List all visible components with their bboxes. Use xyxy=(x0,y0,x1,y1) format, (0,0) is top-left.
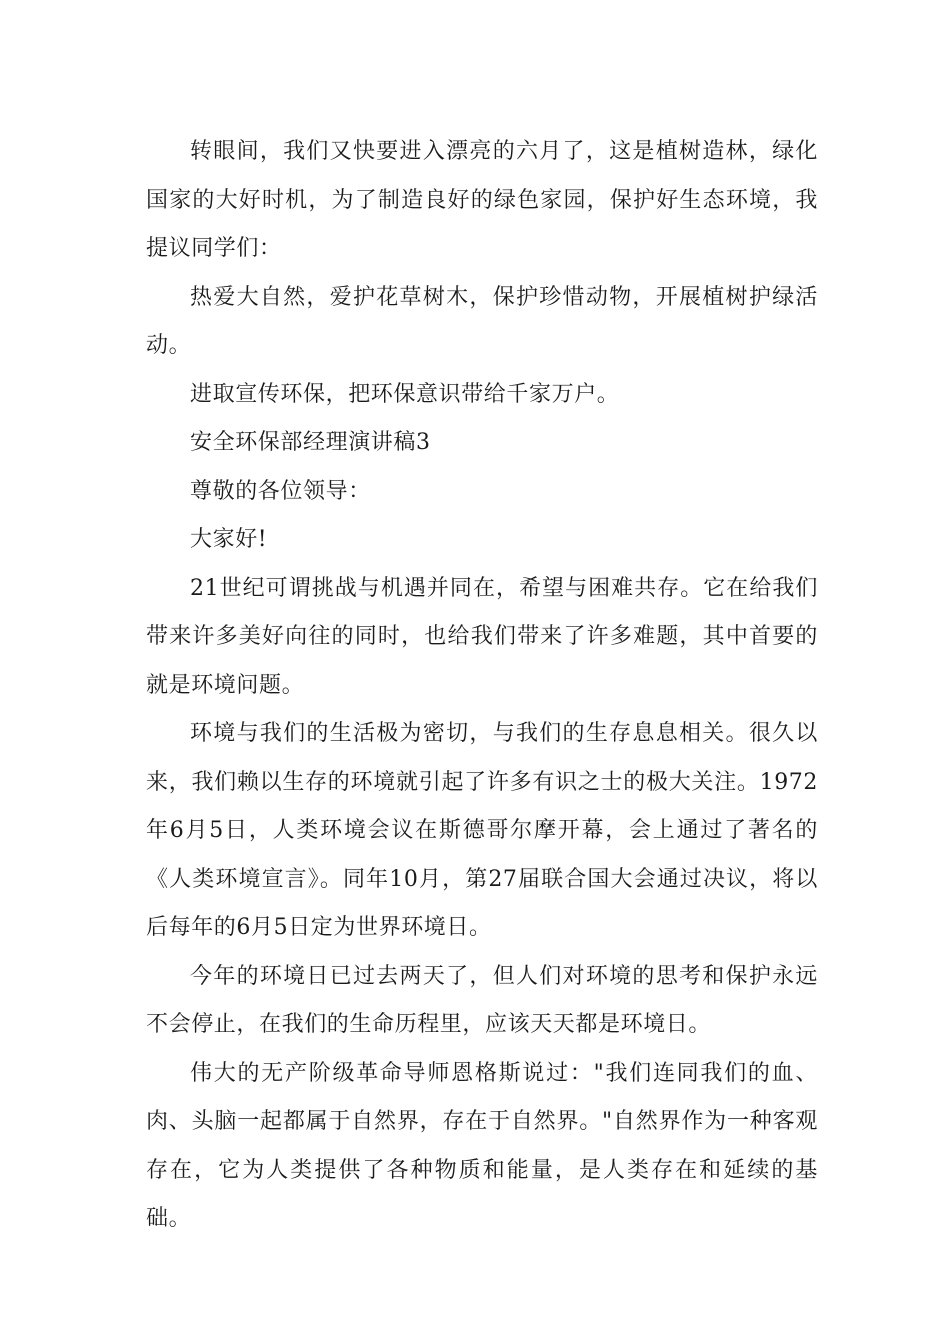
paragraph-promote-environmental: 进取宣传环保，把环保意识带给千家万户。 xyxy=(190,381,620,407)
paragraph-tree-planting-proposal: 转眼间，我们又快要进入漂亮的六月了，这是植树造林，绿化国家的大好时机，为了制造良好的绿色家园，保护好生态环境，我提议同学们： xyxy=(146,139,818,261)
speech-title: 安全环保部经理演讲稿3 xyxy=(190,430,431,455)
paragraph-engels-quote: 伟大的无产阶级革命导师恩格斯说过："我们连同我们的血、肉、头脑一起都属于自然界，存在于自然界。"自然界作为一种客观存在，它为人类提供了各种物质和能量，是人类存在和延续的基础。 xyxy=(146,1060,818,1231)
paragraph-21st-century: 21世纪可谓挑战与机遇并同在，希望与困难共存。它在给我们带来许多美好向往的同时，也给我们带来了许多难题，其中首要的就是环境问题。 xyxy=(146,575,818,698)
paragraph-environment-day-history: 环境与我们的生活极为密切，与我们的生存息息相关。很久以来，我们赖以生存的环境就引起了许多有识之士的极大关注。1972年6月5日，人类环境会议在斯德哥尔摩开幕，会上通过了著名的《人类环境宣言》。同年10月，第27届联合国大会通过决议，将以后每年的6月5日定为世界环境日。 xyxy=(146,721,818,940)
paragraph-love-nature: 热爱大自然，爱护花草树木，保护珍惜动物，开展植树护绿活动。 xyxy=(146,284,818,358)
paragraph-every-day-environment-day: 今年的环境日已过去两天了，但人们对环境的思考和保护永远不会停止，在我们的生命历程里，应该天天都是环境日。 xyxy=(146,963,818,1037)
salutation-leaders: 尊敬的各位领导： xyxy=(190,478,371,504)
document-body xyxy=(146,128,818,1244)
greeting: 大家好! xyxy=(190,527,268,552)
